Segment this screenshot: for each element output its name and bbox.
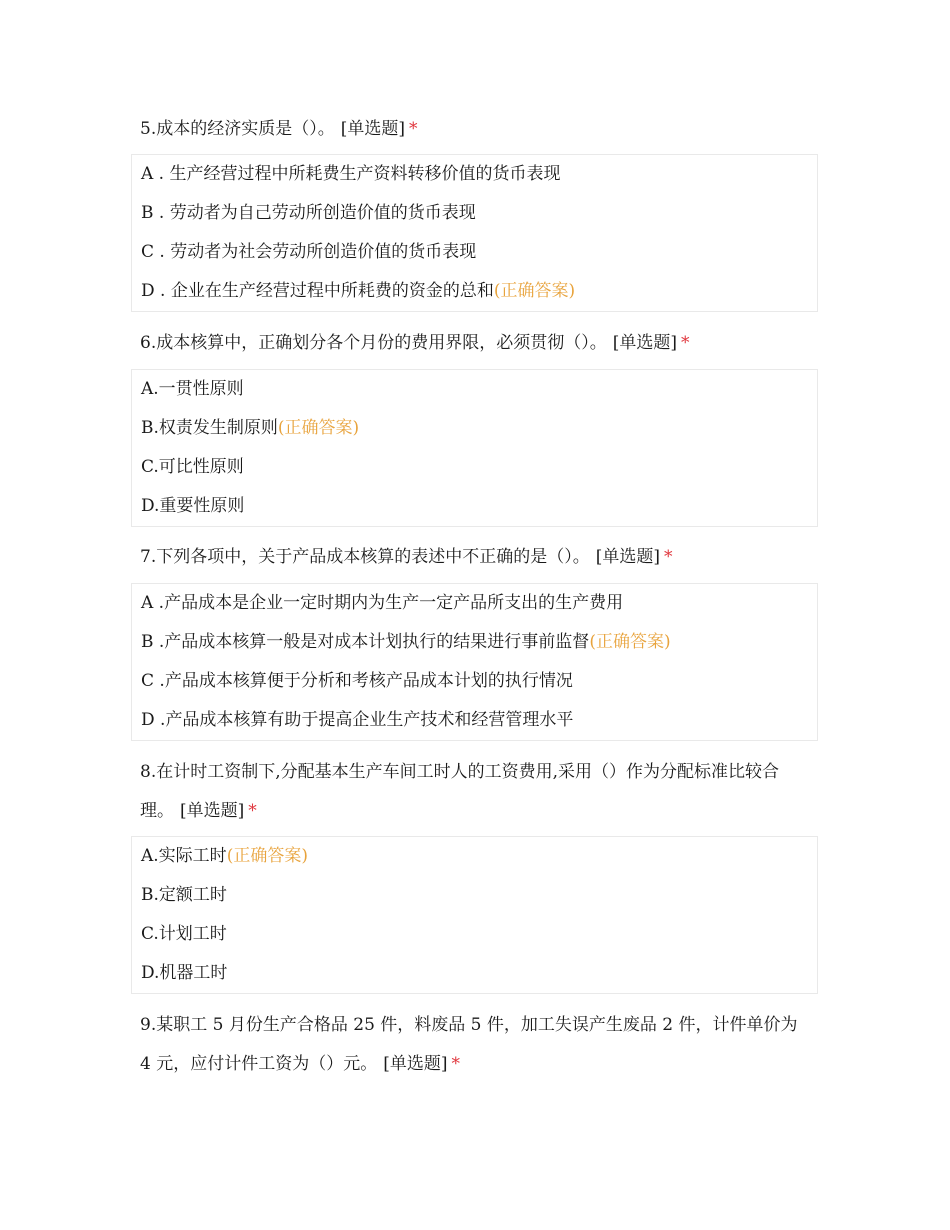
required-star: * (680, 333, 690, 353)
required-star: * (409, 119, 418, 139)
question-8-options (131, 836, 818, 994)
question-6-title (140, 324, 820, 363)
question-6-options (131, 369, 818, 527)
option-label: B .产品成本核算一般是对成本计划执行的结果进行事前监督 (141, 632, 590, 652)
option-label: C.计划工时 (141, 924, 227, 944)
option-d[interactable] (132, 487, 817, 526)
option-a[interactable] (132, 155, 817, 194)
question-7-options (131, 583, 818, 741)
required-star: * (451, 1054, 460, 1074)
question-text: 8.在计时工资制下,分配基本生产车间工时人的工资费用,采用（）作为分配标准比较合理。 (140, 762, 780, 821)
question-text: 7.下列各项中，关于产品成本核算的表述中不正确的是（）。 (140, 547, 590, 567)
option-b[interactable] (132, 876, 817, 915)
option-label: D . 企业在生产经营过程中所耗费的资金的总和 (141, 281, 494, 301)
option-a[interactable] (132, 837, 817, 876)
option-label: C.可比性原则 (141, 457, 244, 477)
option-label: D .产品成本核算有助于提高企业生产技术和经营管理水平 (141, 710, 574, 730)
option-label: A.实际工时 (141, 846, 227, 866)
option-label: D.机器工时 (141, 963, 228, 983)
correct-answer-mark: (正确答案) (493, 281, 576, 301)
correct-answer-mark: (正确答案) (226, 846, 308, 866)
required-star: * (663, 547, 673, 567)
option-label: B.权责发生制原则 (141, 418, 278, 438)
question-type-label: [单选题] (595, 547, 660, 567)
option-a[interactable] (132, 370, 817, 409)
required-star: * (248, 801, 257, 821)
option-b[interactable] (132, 623, 817, 662)
option-c[interactable] (132, 448, 817, 487)
question-text: 9.某职工 5 月份生产合格品 25 件，料废品 5 件，加工失误产生废品 2 件，计件单价为 4 元，应付计件工资为（）元。 (140, 1015, 798, 1074)
option-label: A . 生产经营过程中所耗费生产资料转移价值的货币表现 (141, 164, 561, 184)
option-label: A .产品成本是企业一定时期内为生产一定产品所支出的生产费用 (141, 593, 624, 613)
question-9-title (140, 1006, 805, 1084)
question-8-title (140, 753, 805, 831)
option-a[interactable] (132, 584, 817, 623)
question-type-label: [单选题] (180, 801, 245, 821)
question-7-title (140, 538, 820, 577)
question-5-options (131, 154, 818, 312)
question-type-label: [单选题] (340, 119, 405, 139)
question-5-title (140, 110, 820, 149)
question-text: 6.成本核算中，正确划分各个月份的费用界限，必须贯彻（）。 (140, 333, 607, 353)
correct-answer-mark: (正确答案) (589, 632, 671, 652)
option-label: C . 劳动者为社会劳动所创造价值的货币表现 (141, 242, 477, 262)
option-label: B . 劳动者为自己劳动所创造价值的货币表现 (141, 203, 476, 223)
option-d[interactable] (132, 701, 817, 740)
option-label: C .产品成本核算便于分析和考核产品成本计划的执行情况 (141, 671, 573, 691)
correct-answer-mark: (正确答案) (277, 418, 360, 438)
option-d[interactable] (132, 954, 817, 993)
question-type-label: [单选题] (383, 1054, 448, 1074)
question-text: 5.成本的经济实质是（）。 (140, 119, 335, 139)
option-label: B.定额工时 (141, 885, 227, 905)
option-b[interactable] (132, 194, 817, 233)
question-type-label: [单选题] (612, 333, 677, 353)
option-c[interactable] (132, 662, 817, 701)
option-label: A.一贯性原则 (141, 379, 244, 399)
option-c[interactable] (132, 915, 817, 954)
option-d[interactable] (132, 272, 817, 311)
option-b[interactable] (132, 409, 817, 448)
option-c[interactable] (132, 233, 817, 272)
option-label: D.重要性原则 (141, 496, 245, 516)
